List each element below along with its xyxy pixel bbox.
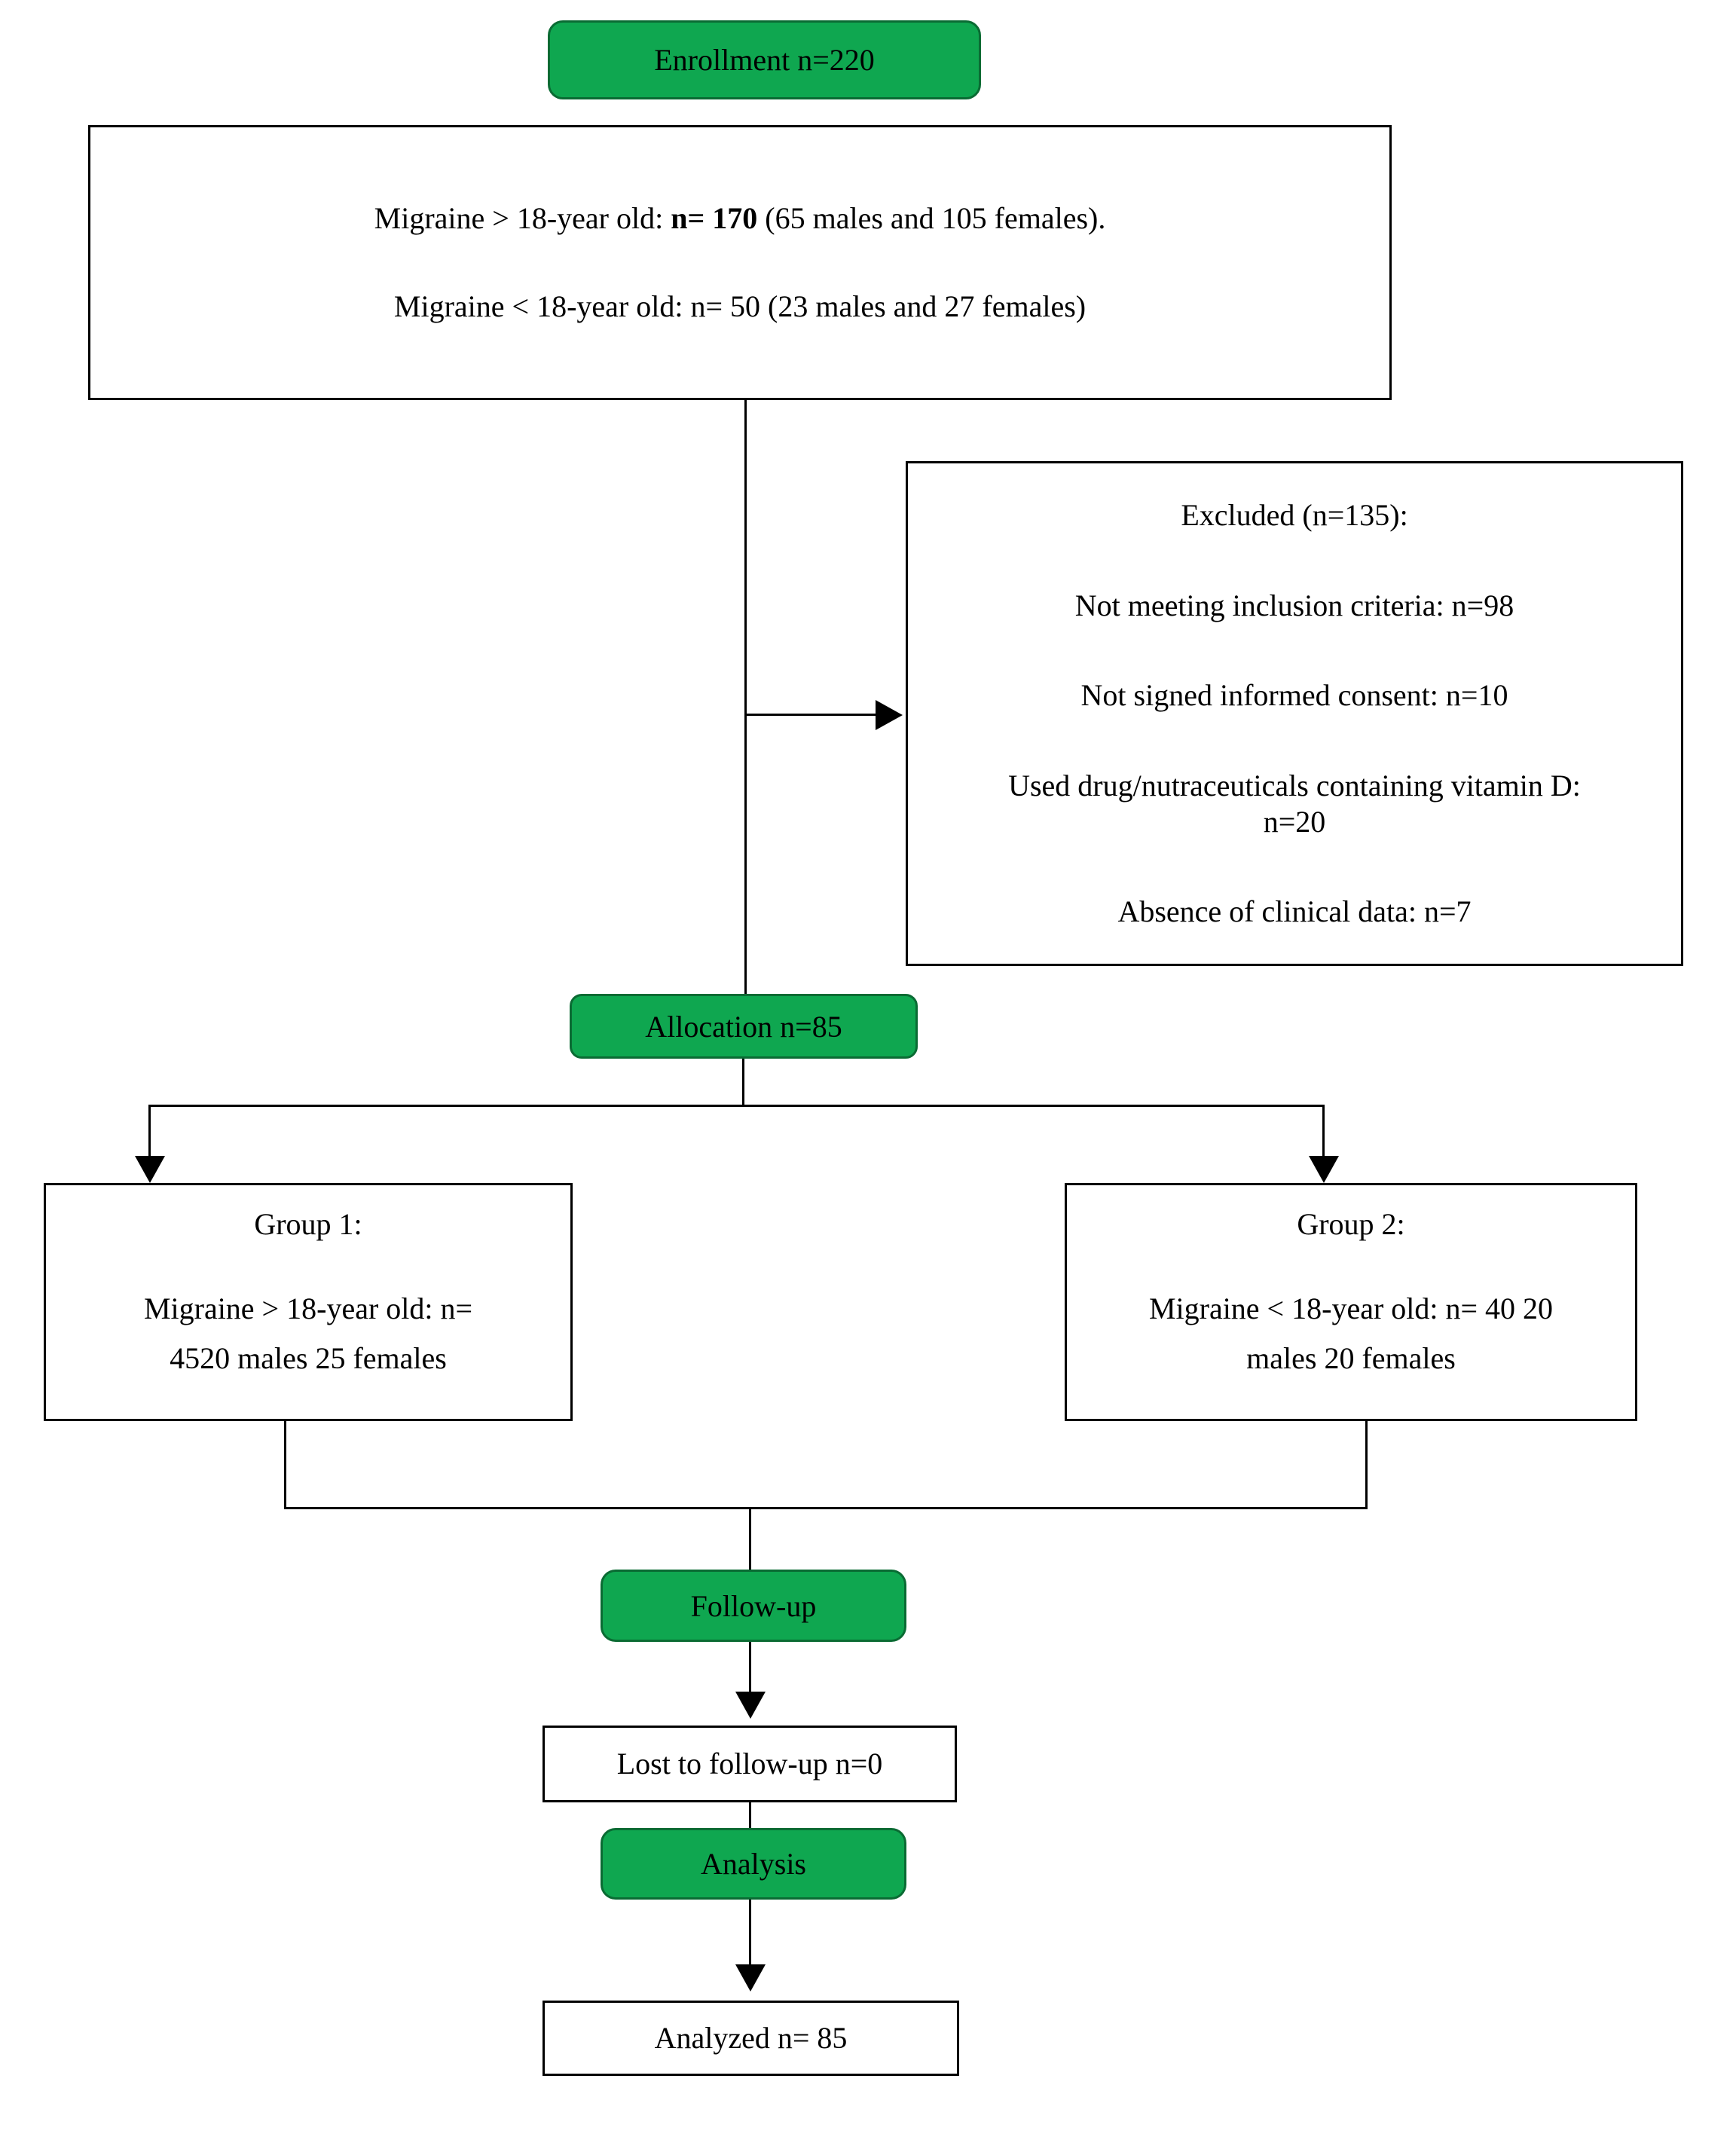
excluded-arrowhead-icon [876,700,903,730]
lost-label: Lost to follow-up n=0 [616,1747,883,1781]
eligibility-line-1-n: n= 170 [671,201,758,236]
connector-branch-right [1322,1105,1325,1157]
group1-arrowhead-icon [135,1156,165,1183]
enrollment-label: Enrollment n=220 [654,43,875,77]
excluded-item-3-line-2: n=20 [1263,804,1326,839]
analyzed-label: Analyzed n= 85 [654,2021,848,2055]
lost-arrowhead-icon [735,1692,766,1719]
connector-converge-horizontal [284,1507,1368,1509]
connector-analysis-to-analyzed [749,1900,751,1966]
excluded-item-3-line-1: Used drug/nutraceuticals containing vitamin D: [1008,768,1581,802]
enrollment-box [548,20,981,99]
group2-body [1149,1284,1553,1383]
connector-lost-to-analysis [749,1802,751,1828]
group1-box [44,1183,573,1421]
analyzed-arrowhead-icon [735,1964,766,1992]
connector-allocation-stem [742,1059,744,1107]
connector-eligibility-to-allocation [744,400,747,994]
eligibility-line-2: Migraine < 18-year old: n= 50 (23 males and 27 females) [393,289,1087,323]
followup-box [601,1570,906,1642]
group2-body-line-1: Migraine < 18-year old: n= 40 20 [1148,1292,1554,1325]
excluded-item-1: Not meeting inclusion criteria: n=98 [1074,588,1514,622]
analysis-box [601,1828,906,1900]
allocation-label: Allocation n=85 [645,1009,842,1044]
connector-branch-horizontal [148,1105,1325,1107]
group1-body-line-2: 4520 males 25 females [170,1341,447,1375]
followup-label: Follow-up [690,1588,817,1623]
group2-title: Group 2: [1297,1207,1405,1241]
group2-box [1065,1183,1637,1421]
connector-group1-down [284,1421,286,1509]
connector-group2-down [1365,1421,1368,1509]
lost-box [542,1726,957,1802]
eligibility-line-1-pre: Migraine > 18-year old: [374,201,671,236]
allocation-box [570,994,918,1059]
eligibility-line-1 [374,200,1106,237]
connector-followup-to-lost [749,1642,751,1693]
group1-title: Group 1: [254,1207,362,1241]
group2-arrowhead-icon [1309,1156,1339,1183]
excluded-box [906,461,1683,966]
excluded-item-2: Not signed informed consent: n=10 [1080,678,1508,712]
eligibility-box [88,125,1392,400]
group1-body-line-1: Migraine > 18-year old: n= [143,1292,473,1325]
connector-branch-left [148,1105,151,1157]
connector-converge-stem [749,1507,751,1570]
connector-to-excluded [744,714,879,716]
group1-body [144,1284,472,1383]
eligibility-line-1-post: (65 males and 105 females). [757,201,1106,236]
excluded-title: Excluded (n=135): [1181,498,1408,532]
excluded-item-4: Absence of clinical data: n=7 [1117,894,1472,928]
group2-body-line-2: males 20 females [1246,1341,1456,1375]
analyzed-box [542,2001,959,2076]
analysis-label: Analysis [701,1847,806,1881]
excluded-item-3 [1008,768,1581,840]
